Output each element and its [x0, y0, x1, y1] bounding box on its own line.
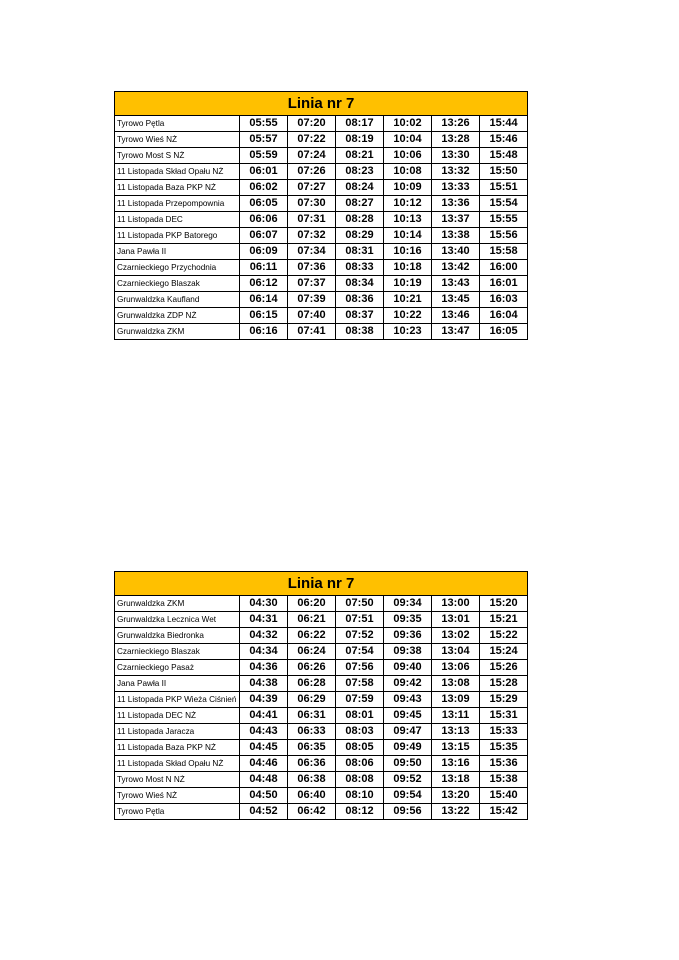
departure-time: 08:28: [336, 212, 384, 228]
departure-time: 06:09: [240, 244, 288, 260]
departure-time: 13:46: [432, 308, 480, 324]
departure-time: 15:35: [480, 740, 528, 756]
departure-time: 06:24: [288, 644, 336, 660]
departure-time: 07:40: [288, 308, 336, 324]
departure-time: 16:03: [480, 292, 528, 308]
departure-time: 13:09: [432, 692, 480, 708]
departure-time: 13:28: [432, 132, 480, 148]
departure-time: 10:09: [384, 180, 432, 196]
departure-time: 08:08: [336, 772, 384, 788]
departure-time: 15:38: [480, 772, 528, 788]
departure-time: 15:48: [480, 148, 528, 164]
line-title: Linia nr 7: [115, 572, 528, 596]
departure-time: 15:54: [480, 196, 528, 212]
timetable-return: [114, 571, 528, 820]
departure-time: 10:23: [384, 324, 432, 340]
table-row: [115, 164, 528, 180]
stop-name: Grunwaldzka Kaufland: [115, 292, 240, 308]
table-row: [115, 644, 528, 660]
departure-time: 08:29: [336, 228, 384, 244]
departure-time: 08:06: [336, 756, 384, 772]
departure-time: 08:33: [336, 260, 384, 276]
departure-time: 07:32: [288, 228, 336, 244]
stop-name: Grunwaldzka ZKM: [115, 324, 240, 340]
departure-time: 09:35: [384, 612, 432, 628]
departure-time: 15:29: [480, 692, 528, 708]
departure-time: 07:59: [336, 692, 384, 708]
departure-time: 06:31: [288, 708, 336, 724]
table-row: [115, 692, 528, 708]
departure-time: 10:22: [384, 308, 432, 324]
departure-time: 10:08: [384, 164, 432, 180]
departure-time: 13:33: [432, 180, 480, 196]
timetable-outbound: [114, 91, 528, 340]
departure-time: 07:27: [288, 180, 336, 196]
title-row: [115, 92, 528, 116]
line-title: Linia nr 7: [115, 92, 528, 116]
departure-time: 08:34: [336, 276, 384, 292]
departure-time: 13:04: [432, 644, 480, 660]
departure-time: 08:12: [336, 804, 384, 820]
departure-time: 13:00: [432, 596, 480, 612]
departure-time: 15:58: [480, 244, 528, 260]
stop-name: 11 Listopada DEC NŻ: [115, 708, 240, 724]
stop-name: Tyrowo Most S NŻ: [115, 148, 240, 164]
table-row: [115, 196, 528, 212]
departure-time: 13:26: [432, 116, 480, 132]
departure-time: 10:12: [384, 196, 432, 212]
departure-time: 06:05: [240, 196, 288, 212]
table-row: [115, 676, 528, 692]
departure-time: 07:37: [288, 276, 336, 292]
departure-time: 10:13: [384, 212, 432, 228]
table-row: [115, 116, 528, 132]
departure-time: 09:54: [384, 788, 432, 804]
timetable-body: [115, 596, 528, 820]
departure-time: 06:16: [240, 324, 288, 340]
stop-name: Tyrowo Most N NŻ: [115, 772, 240, 788]
departure-time: 09:45: [384, 708, 432, 724]
stop-name: Tyrowo Wieś NŻ: [115, 788, 240, 804]
departure-time: 07:24: [288, 148, 336, 164]
departure-time: 10:18: [384, 260, 432, 276]
departure-time: 13:30: [432, 148, 480, 164]
stop-name: 11 Listopada PKP Wieża Ciśnień: [115, 692, 240, 708]
table-row: [115, 132, 528, 148]
departure-time: 15:56: [480, 228, 528, 244]
departure-time: 13:43: [432, 276, 480, 292]
departure-time: 06:15: [240, 308, 288, 324]
stop-name: Grunwaldzka Biedronka: [115, 628, 240, 644]
departure-time: 13:16: [432, 756, 480, 772]
departure-time: 07:51: [336, 612, 384, 628]
departure-time: 05:59: [240, 148, 288, 164]
departure-time: 06:38: [288, 772, 336, 788]
table-row: [115, 804, 528, 820]
departure-time: 06:20: [288, 596, 336, 612]
stop-name: Czarnieckiego Blaszak: [115, 644, 240, 660]
departure-time: 08:38: [336, 324, 384, 340]
departure-time: 04:50: [240, 788, 288, 804]
table-row: [115, 612, 528, 628]
departure-time: 06:35: [288, 740, 336, 756]
table-row: [115, 724, 528, 740]
table-row: [115, 148, 528, 164]
departure-time: 10:06: [384, 148, 432, 164]
table-row: [115, 276, 528, 292]
stop-name: Czarnieckiego Przychodnia: [115, 260, 240, 276]
departure-time: 08:31: [336, 244, 384, 260]
stop-name: 11 Listopada Skład Opału NŻ: [115, 756, 240, 772]
departure-time: 06:11: [240, 260, 288, 276]
departure-time: 13:01: [432, 612, 480, 628]
table-row: [115, 740, 528, 756]
table-row: [115, 596, 528, 612]
departure-time: 15:24: [480, 644, 528, 660]
departure-time: 04:31: [240, 612, 288, 628]
departure-time: 16:00: [480, 260, 528, 276]
departure-time: 08:03: [336, 724, 384, 740]
departure-time: 04:39: [240, 692, 288, 708]
departure-time: 07:20: [288, 116, 336, 132]
departure-time: 13:13: [432, 724, 480, 740]
departure-time: 06:22: [288, 628, 336, 644]
departure-time: 09:40: [384, 660, 432, 676]
departure-time: 06:42: [288, 804, 336, 820]
departure-time: 09:50: [384, 756, 432, 772]
departure-time: 09:56: [384, 804, 432, 820]
departure-time: 04:32: [240, 628, 288, 644]
departure-time: 10:16: [384, 244, 432, 260]
departure-time: 04:52: [240, 804, 288, 820]
departure-time: 09:43: [384, 692, 432, 708]
departure-time: 06:07: [240, 228, 288, 244]
departure-time: 06:12: [240, 276, 288, 292]
stop-name: 11 Listopada Baza PKP NŻ: [115, 740, 240, 756]
departure-time: 13:02: [432, 628, 480, 644]
stop-name: 11 Listopada Przepompownia: [115, 196, 240, 212]
departure-time: 15:20: [480, 596, 528, 612]
departure-time: 10:19: [384, 276, 432, 292]
table-row: [115, 660, 528, 676]
departure-time: 08:10: [336, 788, 384, 804]
departure-time: 13:06: [432, 660, 480, 676]
departure-time: 10:21: [384, 292, 432, 308]
stop-name: Tyrowo Pętla: [115, 116, 240, 132]
stop-name: Grunwaldzka Lecznica Wet: [115, 612, 240, 628]
departure-time: 06:21: [288, 612, 336, 628]
departure-time: 08:17: [336, 116, 384, 132]
departure-time: 13:15: [432, 740, 480, 756]
departure-time: 06:02: [240, 180, 288, 196]
departure-time: 13:45: [432, 292, 480, 308]
departure-time: 15:21: [480, 612, 528, 628]
stop-name: 11 Listopada Skład Opału NŻ: [115, 164, 240, 180]
departure-time: 09:38: [384, 644, 432, 660]
table-row: [115, 324, 528, 340]
departure-time: 13:47: [432, 324, 480, 340]
departure-time: 16:05: [480, 324, 528, 340]
departure-time: 04:48: [240, 772, 288, 788]
stop-name: 11 Listopada PKP Batorego: [115, 228, 240, 244]
departure-time: 06:40: [288, 788, 336, 804]
departure-time: 08:23: [336, 164, 384, 180]
departure-time: 15:46: [480, 132, 528, 148]
departure-time: 08:36: [336, 292, 384, 308]
departure-time: 13:38: [432, 228, 480, 244]
stop-name: Tyrowo Pętla: [115, 804, 240, 820]
timetable-body: [115, 116, 528, 340]
stop-name: Czarnieckiego Blaszak: [115, 276, 240, 292]
departure-time: 08:27: [336, 196, 384, 212]
table-row: [115, 708, 528, 724]
departure-time: 07:58: [336, 676, 384, 692]
departure-time: 07:30: [288, 196, 336, 212]
departure-time: 10:14: [384, 228, 432, 244]
stop-name: Czarnieckiego Pasaż: [115, 660, 240, 676]
table-row: [115, 228, 528, 244]
departure-time: 08:24: [336, 180, 384, 196]
departure-time: 04:36: [240, 660, 288, 676]
departure-time: 04:43: [240, 724, 288, 740]
stop-name: 11 Listopada Jaracza: [115, 724, 240, 740]
departure-time: 07:54: [336, 644, 384, 660]
stop-name: 11 Listopada Baza PKP NŻ: [115, 180, 240, 196]
departure-time: 08:37: [336, 308, 384, 324]
departure-time: 06:14: [240, 292, 288, 308]
stop-name: Grunwaldzka ZDP NŻ: [115, 308, 240, 324]
departure-time: 09:52: [384, 772, 432, 788]
departure-time: 15:42: [480, 804, 528, 820]
departure-time: 09:36: [384, 628, 432, 644]
table-row: [115, 292, 528, 308]
departure-time: 07:52: [336, 628, 384, 644]
table-row: [115, 788, 528, 804]
departure-time: 04:46: [240, 756, 288, 772]
departure-time: 04:30: [240, 596, 288, 612]
departure-time: 13:32: [432, 164, 480, 180]
departure-time: 13:22: [432, 804, 480, 820]
departure-time: 13:42: [432, 260, 480, 276]
departure-time: 09:34: [384, 596, 432, 612]
departure-time: 13:18: [432, 772, 480, 788]
departure-time: 16:04: [480, 308, 528, 324]
table-row: [115, 628, 528, 644]
departure-time: 09:42: [384, 676, 432, 692]
departure-time: 08:05: [336, 740, 384, 756]
departure-time: 15:22: [480, 628, 528, 644]
departure-time: 13:36: [432, 196, 480, 212]
departure-time: 06:33: [288, 724, 336, 740]
stop-name: Tyrowo Wieś NŻ: [115, 132, 240, 148]
departure-time: 07:50: [336, 596, 384, 612]
table-row: [115, 212, 528, 228]
stop-name: Jana Pawła II: [115, 244, 240, 260]
departure-time: 09:47: [384, 724, 432, 740]
departure-time: 07:31: [288, 212, 336, 228]
departure-time: 15:26: [480, 660, 528, 676]
table-row: [115, 180, 528, 196]
departure-time: 15:28: [480, 676, 528, 692]
departure-time: 04:45: [240, 740, 288, 756]
departure-time: 04:34: [240, 644, 288, 660]
table-row: [115, 756, 528, 772]
departure-time: 13:20: [432, 788, 480, 804]
departure-time: 06:01: [240, 164, 288, 180]
departure-time: 05:55: [240, 116, 288, 132]
stop-name: Jana Pawła II: [115, 676, 240, 692]
departure-time: 15:51: [480, 180, 528, 196]
departure-time: 05:57: [240, 132, 288, 148]
departure-time: 06:26: [288, 660, 336, 676]
departure-time: 15:44: [480, 116, 528, 132]
departure-time: 15:33: [480, 724, 528, 740]
departure-time: 04:38: [240, 676, 288, 692]
departure-time: 13:40: [432, 244, 480, 260]
table-row: [115, 260, 528, 276]
departure-time: 06:29: [288, 692, 336, 708]
departure-time: 15:36: [480, 756, 528, 772]
departure-time: 15:40: [480, 788, 528, 804]
departure-time: 13:11: [432, 708, 480, 724]
departure-time: 06:06: [240, 212, 288, 228]
departure-time: 15:31: [480, 708, 528, 724]
departure-time: 06:28: [288, 676, 336, 692]
departure-time: 10:04: [384, 132, 432, 148]
departure-time: 07:36: [288, 260, 336, 276]
departure-time: 08:19: [336, 132, 384, 148]
departure-time: 04:41: [240, 708, 288, 724]
departure-time: 07:39: [288, 292, 336, 308]
departure-time: 10:02: [384, 116, 432, 132]
title-row: [115, 572, 528, 596]
table-row: [115, 772, 528, 788]
departure-time: 06:36: [288, 756, 336, 772]
departure-time: 07:41: [288, 324, 336, 340]
departure-time: 08:21: [336, 148, 384, 164]
departure-time: 07:22: [288, 132, 336, 148]
table-row: [115, 244, 528, 260]
departure-time: 07:56: [336, 660, 384, 676]
departure-time: 08:01: [336, 708, 384, 724]
departure-time: 15:55: [480, 212, 528, 228]
departure-time: 13:08: [432, 676, 480, 692]
stop-name: 11 Listopada DEC: [115, 212, 240, 228]
departure-time: 09:49: [384, 740, 432, 756]
departure-time: 07:34: [288, 244, 336, 260]
departure-time: 15:50: [480, 164, 528, 180]
departure-time: 07:26: [288, 164, 336, 180]
stop-name: Grunwaldzka ZKM: [115, 596, 240, 612]
departure-time: 16:01: [480, 276, 528, 292]
departure-time: 13:37: [432, 212, 480, 228]
table-row: [115, 308, 528, 324]
